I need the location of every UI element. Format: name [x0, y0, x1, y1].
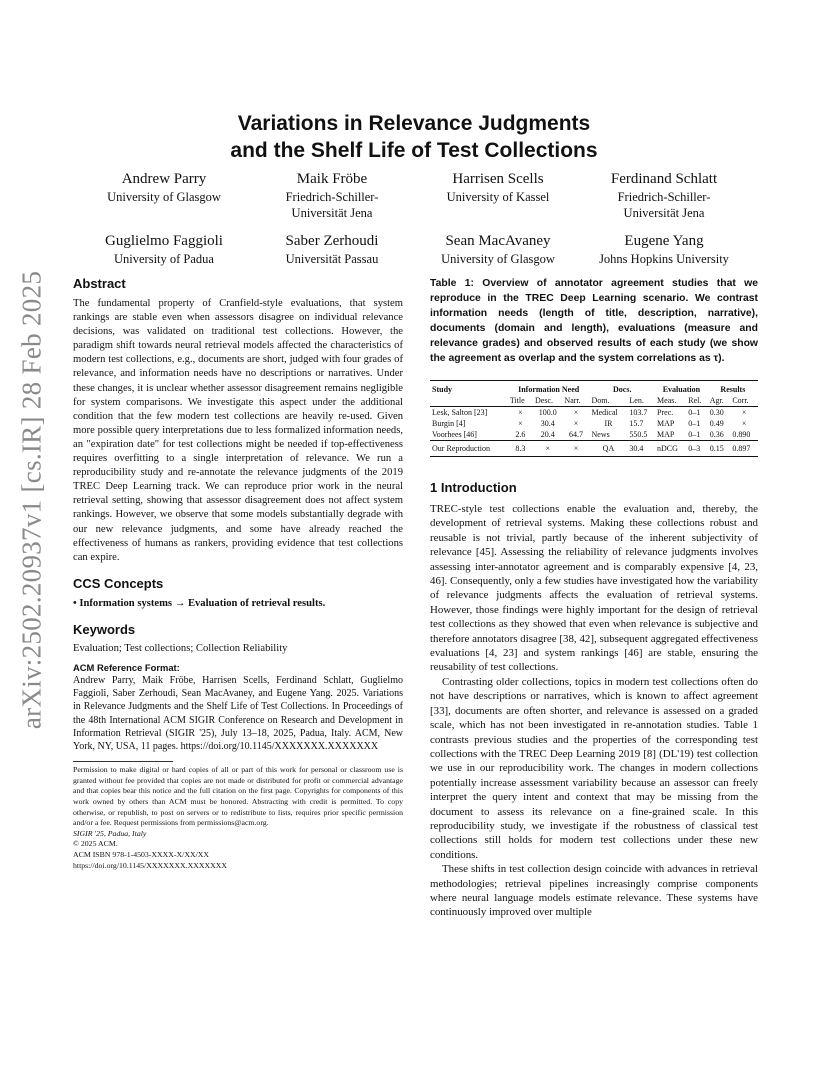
keywords-heading: Keywords: [73, 621, 136, 637]
table-cell: 103.7: [629, 408, 648, 417]
table-cell: 0–3: [688, 444, 701, 453]
table-1: [430, 380, 758, 458]
copyright-line: © 2025 ACM.: [73, 839, 118, 849]
author-block: [579, 170, 749, 221]
table-cell: 0.36: [709, 430, 724, 439]
table-cell: 0.15: [709, 444, 724, 453]
table-subheader: Rel.: [688, 396, 702, 405]
table-row-ours: [430, 441, 758, 457]
table-cell: Medical: [591, 408, 618, 417]
paper-title: [0, 110, 828, 164]
keywords-text: Evaluation; Test collections; Collection Reliability: [73, 642, 288, 654]
author-block: [579, 232, 749, 267]
table-cell: ×: [741, 419, 747, 428]
intro-paragraph: Contrasting older collections, topics in modern test collections often do not have descriptions or narratives, which is known to affect agreement [33], documents are often shorter, and relevance is assessed on a graded scale, which has not been investigated in re-annotation studies. Table 1 contrasts previous studies and the properties of the corresponding test collections with the TREC Deep Learning 2019 [8] (DL'19) test collection we use in our reproducibility work. The changes in modern collections potentially increase assessment variability because an assessor can freely interpret the query intent and context that may be missing from the document to assess its relevance on a fine-grained scale. In this reproducibility study, we investigate if the robustness of classical test collections still holds for modern test collections under these new conditions.: [430, 675, 758, 861]
table-cell: MAP: [657, 430, 675, 439]
table-cell: 0.897: [732, 444, 751, 453]
table-cell: 0.30: [709, 408, 724, 417]
table-group-header: Results: [720, 385, 746, 394]
table-caption: Table 1: Overview of annotator agreement studies that we reproduce in the TREC Deep Learning scenario. We contrast information needs (length of title, description, narrative), documents (domain and length), evaluations (measure and relevance grades) and observed results of each study (we show the agreement as overlap and the system correlations as τ).: [430, 278, 758, 364]
table-cell: nDCG: [657, 444, 678, 453]
author-block: [247, 232, 417, 267]
author-affiliation: Friedrich-Schiller-: [285, 190, 379, 204]
author-name: Sean MacAvaney: [445, 233, 551, 249]
table-subheader: [430, 395, 508, 407]
table-subheader: Narr.: [564, 396, 581, 405]
table-subheader: Desc.: [535, 396, 553, 405]
venue-line: SIGIR '25, Padua, Italy: [73, 828, 147, 838]
table-cell: 64.7: [568, 430, 583, 439]
title-line-2: and the Shelf Life of Test Collections: [230, 139, 598, 162]
author-affiliation: University of Padua: [114, 252, 214, 266]
author-name: Harrisen Scells: [452, 171, 544, 187]
table-cell: ×: [518, 408, 523, 417]
author-affiliation: Universität Jena: [291, 206, 373, 220]
table-group-header: Study: [432, 385, 453, 394]
table-cell: Our Reproduction: [432, 444, 490, 453]
doi-line: https://doi.org/10.1145/XXXXXXX.XXXXXXX: [73, 860, 227, 870]
author-affiliation: University of Glasgow: [107, 190, 221, 204]
author-affiliation: University of Glasgow: [441, 252, 555, 266]
title-line-1: Variations in Relevance Judgments: [237, 112, 591, 135]
abstract-heading: Abstract: [73, 276, 126, 291]
table-cell: 0.890: [732, 430, 751, 439]
table-subheader: Agr.: [709, 396, 724, 405]
table-cell: ×: [545, 444, 550, 453]
author-block: [247, 170, 417, 221]
table-subheader: Title: [509, 396, 525, 405]
author-name: Andrew Parry: [121, 171, 207, 187]
table-cell: Prec.: [657, 408, 674, 417]
table-subheader: Corr.: [732, 396, 749, 405]
right-column: [430, 276, 758, 920]
table-group-header: Evaluation: [662, 385, 701, 394]
table-group-header: Information Need: [518, 385, 580, 394]
table-subheader: Len.: [629, 396, 644, 405]
author-name: Saber Zerhoudi: [285, 233, 379, 249]
isbn-line: ACM ISBN 978-1-4503-XXXX-X/XX/XX: [73, 849, 210, 859]
author-name: Ferdinand Schlatt: [610, 171, 718, 187]
ccs-item: • Information systems → Evaluation of retrieval results.: [73, 597, 326, 609]
table-cell: Burgin [4]: [432, 419, 466, 428]
author-name: Maik Fröbe: [296, 171, 368, 187]
table-subheader: Meas.: [657, 396, 677, 405]
intro-paragraph: These shifts in test collection design coincide with advances in retrieval methodologies; retrieval pipelines increasingly comprise components where neural language models estimate relevance. These systems have continuously improved over multiple: [430, 863, 758, 919]
acm-ref-text: Andrew Parry, Maik Fröbe, Harrisen Scells, Ferdinand Schlatt, Guglielmo Faggioli, Saber Zerhoudi, Sean MacAvaney, and Eugene Yang. 2025. Variations in Relevance Judgments and the Shelf Life of Test Collections. In Proceedings of the 48th International ACM SIGIR Conference on Research and Development in Information Retrieval (SIGIR '25), July 13–18, 2025, Padua, Italy. ACM, New York, NY, USA, 11 pages. https://doi.org/10.1145/XXXXXXX.XXXXXXX: [73, 674, 403, 752]
table-row: [430, 429, 758, 441]
table-cell: 30.4: [629, 444, 644, 453]
table-subheader: Dom.: [591, 396, 610, 405]
table-cell: 0.49: [709, 419, 724, 428]
table-cell: ×: [741, 408, 747, 417]
ccs-heading: CCS Concepts: [73, 575, 164, 591]
table-row: [430, 407, 758, 419]
table-group-header: Docs.: [613, 385, 632, 394]
table-cell: 100.0: [538, 408, 557, 417]
author-affiliation: Universität Jena: [623, 206, 705, 220]
author-block: [413, 232, 583, 267]
table-cell: MAP: [657, 419, 675, 428]
author-name: Eugene Yang: [624, 233, 704, 249]
table-cell: ×: [573, 444, 579, 453]
intro-paragraph: TREC-style test collections enable the evaluation and, thereby, the development of retrieval systems. Making these collections robust and reusable is not trivial, partly because of the inherent subjectivity of relevance [45]. Assessing the reliability of relevance judgments involves assessing inter-annotator agreement and is comparably expensive [4, 23, 46]. Consequently, only a few studies have investigated how the variability of relevance judgments affects the evaluation of retrieval systems. However, those findings were highly important for the design of retrieval test collections as they showed that even when relevance is subjective and therefore annotators disagree [38, 42], subsequent aggregated effectiveness evaluations [4, 23] and system rankings [46] are stable, ensuring the reusability of test collections.: [430, 503, 758, 674]
table-cell: ×: [573, 408, 579, 417]
left-column: [73, 276, 403, 871]
author-affiliation: Friedrich-Schiller-: [617, 190, 711, 204]
author-affiliation: Universität Passau: [285, 252, 379, 266]
table-cell: News: [591, 430, 610, 439]
footnote-rule: [73, 761, 173, 762]
table-cell: 15.7: [629, 419, 644, 428]
arxiv-identifier: arXiv:2502.20937v1 [cs.IR] 28 Feb 2025: [16, 270, 47, 730]
author-affiliation: Johns Hopkins University: [599, 252, 729, 266]
table-cell: Lesk, Salton [23]: [432, 408, 488, 417]
intro-heading: 1 Introduction: [430, 480, 517, 495]
table-cell: ×: [573, 419, 579, 428]
author-name: Guglielmo Faggioli: [105, 233, 223, 249]
author-affiliation: University of Kassel: [446, 190, 550, 204]
table-cell: 0–1: [688, 419, 701, 428]
table-cell: 0–1: [688, 408, 701, 417]
table-cell: IR: [604, 419, 613, 428]
abstract-text: The fundamental property of Cranfield-style evaluations, that system rankings are stable even when assessors disagree on individual relevance decisions, was validated on traditional test collections. However, the paradigm shift towards neural retrieval models affected the characteristics of modern test collections, e.g., documents are short, judged with four grades of relevance, and information needs have no descriptions or narratives. Under these changes, it is unclear whether assessor disagreement remains negligible for system comparisons. We investigate this aspect under the additional condition that the few modern test collections are heavily re-used. Given more possible query interpretations due to less formalized information needs, an "expiration date" for test collections might be needed if top-effectiveness requires overfitting to a single interpretation of relevance. We run a reproducibility study and re-annotate the relevance judgments of the 2019 TREC Deep Learning track. We can reproduce prior work in the neural retrieval setting, showing that assessor disagreement does not affect system rankings. However, we observe that some models substantially degrade with our new relevance judgments, and some have already reached the effectiveness of humans as rankers, providing evidence that test collections can expire.: [73, 298, 403, 563]
table-cell: Voorhees [46]: [432, 430, 477, 439]
table-cell: 550.5: [629, 430, 648, 439]
author-block: [79, 232, 249, 267]
table-cell: 30.4: [540, 419, 555, 428]
table-cell: 2.6: [515, 430, 526, 439]
author-block: [79, 170, 249, 205]
table-cell: 20.4: [540, 430, 555, 439]
table-row: [430, 418, 758, 429]
arxiv-stamp: [10, 270, 54, 730]
table-cell: 8.3: [515, 444, 526, 453]
table-cell: 0–1: [688, 430, 701, 439]
acm-ref-heading: ACM Reference Format:: [73, 661, 180, 673]
table-cell: QA: [602, 444, 615, 453]
permission-text: Permission to make digital or hard copies of all or part of this work for personal or classroom use is granted without fee provided that copies are not made or distributed for profit or commercial advantage and that copies bear this notice and the full citation on the first page. Copyrights for components of this work owned by others than ACM must be honored. Abstracting with credit is permitted. To copy otherwise, or republish, to post on servers or to redistribute to lists, requires prior specific permission and/or a fee. Request permissions from permissions@acm.org.: [73, 765, 403, 828]
table-cell: ×: [518, 419, 523, 428]
author-block: [413, 170, 583, 205]
